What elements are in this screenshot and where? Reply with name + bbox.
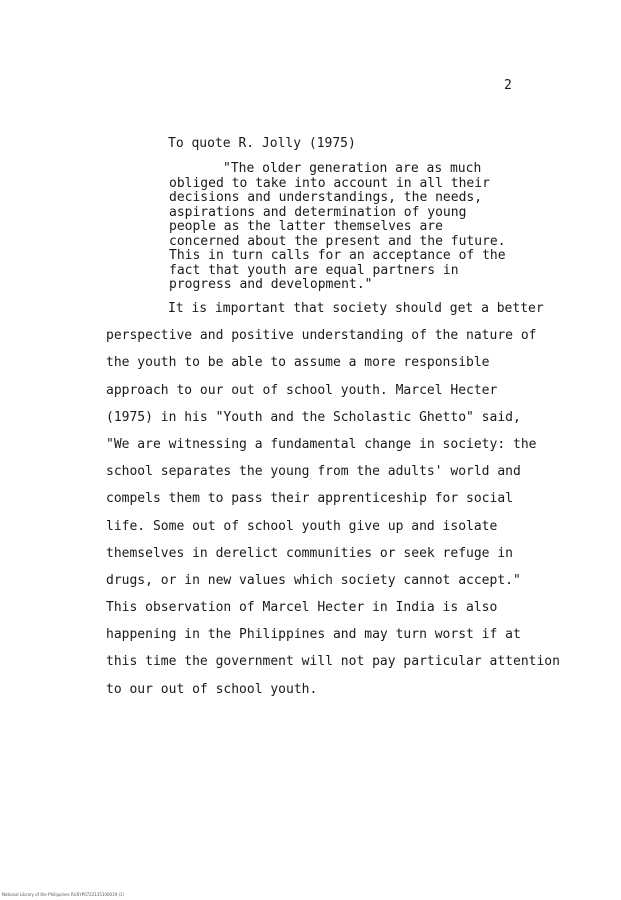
quote-line: aspirations and determination of young (169, 204, 467, 220)
paragraph-line: to our out of school youth. (106, 681, 318, 697)
paragraph-line: the youth to be able to assume a more responsible (106, 355, 490, 371)
paragraph-line: drugs, or in new values which society cannot accept." (106, 572, 521, 588)
archive-footer: National Library of the Philippines RUSYP0722135100019 (1) (2, 892, 125, 897)
quote-line: obliged to take into account in all their (169, 175, 490, 191)
paragraph-line: school separates the young from the adults' world and (106, 464, 521, 480)
paragraph-line: this time the government will not pay particular attention (106, 654, 560, 670)
quote-line: people as the latter themselves are (169, 219, 443, 234)
paragraph-line: happening in the Philippines and may turn worst if at (106, 627, 521, 643)
block-quote (169, 162, 509, 293)
quote-line: concerned about the present and the future. (169, 233, 506, 249)
quote-introduction: To quote R. Jolly (1975) (168, 136, 356, 151)
paragraph-line: "We are witnessing a fundamental change in society: the (106, 436, 537, 452)
body-paragraph (106, 302, 576, 710)
paragraph-line: life. Some out of school youth give up and isolate (106, 518, 498, 534)
quote-line: "The older generation are as much (223, 161, 482, 176)
paragraph-line: (1975) in his "Youth and the Scholastic Ghetto" said, (106, 409, 521, 425)
quote-line: fact that youth are equal partners in (169, 262, 459, 278)
quote-line: progress and development." (169, 277, 373, 292)
quote-line: This in turn calls for an acceptance of the (169, 248, 506, 263)
paragraph-line: approach to our out of school youth. Marcel Hecter (106, 382, 498, 398)
paragraph-line: compels them to pass their apprenticeship for social (106, 491, 513, 507)
paragraph-line: themselves in derelict communities or seek refuge in (106, 545, 513, 561)
paragraph-line: perspective and positive understanding of the nature of (106, 328, 537, 344)
paragraph-line: This observation of Marcel Hecter in India is also (106, 600, 498, 616)
page-number: 2 (504, 78, 513, 93)
quote-line: decisions and understandings, the needs, (169, 190, 483, 205)
paragraph-line: It is important that society should get a better (168, 301, 544, 316)
